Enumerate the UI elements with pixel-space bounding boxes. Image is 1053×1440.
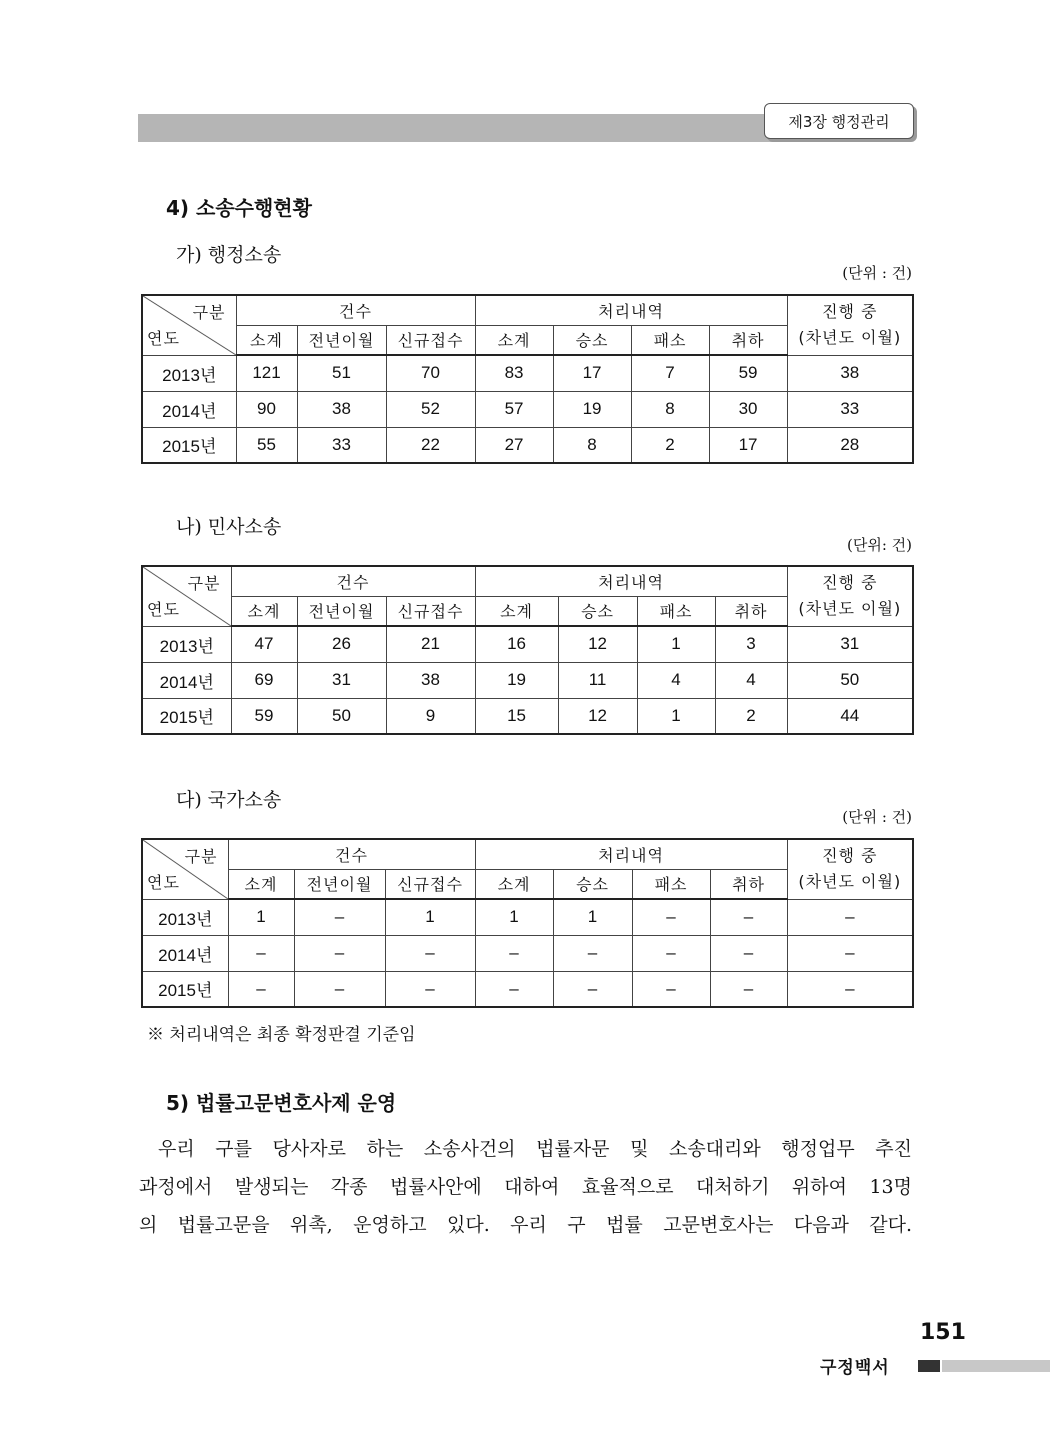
table-cell: 27 xyxy=(475,427,553,463)
civil-litigation-table xyxy=(141,565,914,735)
table-cell: 1 xyxy=(637,626,715,662)
col-lost: 패소 xyxy=(631,325,709,355)
table-cell: – xyxy=(475,971,553,1007)
table-cell: 121 xyxy=(236,355,297,391)
table-cell: – xyxy=(294,899,385,935)
table-cell: 31 xyxy=(787,626,913,662)
table-cell: 1 xyxy=(553,899,632,935)
year-cell: 2015년 xyxy=(142,971,228,1007)
in-progress-line2: (차년도 이월) xyxy=(798,599,902,619)
table-cell: 3 xyxy=(715,626,787,662)
table-cell: 30 xyxy=(709,391,787,427)
col-count-subtotal: 소계 xyxy=(231,596,297,626)
table-cell: 1 xyxy=(228,899,294,935)
in-progress-line1: 진행 중 xyxy=(822,302,878,322)
col-withdrawn: 취하 xyxy=(715,596,787,626)
in-progress-header xyxy=(787,566,913,626)
in-progress-line1: 진행 중 xyxy=(822,573,878,593)
table-row xyxy=(142,662,913,698)
table-cell: – xyxy=(787,899,913,935)
table-row xyxy=(142,899,913,935)
table-cell: 59 xyxy=(231,698,297,734)
table-2-subtitle: 나) 민사소송 xyxy=(176,516,282,538)
table-cell: 33 xyxy=(787,391,913,427)
col-carried-over: 전년이월 xyxy=(297,596,386,626)
table-cell: 26 xyxy=(297,626,386,662)
process-group-header: 처리내역 xyxy=(475,566,787,596)
table-cell: – xyxy=(710,971,787,1007)
table-cell: – xyxy=(710,935,787,971)
table-cell: 70 xyxy=(386,355,475,391)
col-new-filing: 신규접수 xyxy=(385,869,475,899)
table-cell: 50 xyxy=(787,662,913,698)
table-cell: – xyxy=(228,971,294,1007)
paragraph-line: 과정에서 발생되는 각종 법률사안에 대하여 효율적으로 대처하기 위하여 13명 xyxy=(139,1176,912,1198)
table-cell: – xyxy=(787,935,913,971)
table-row xyxy=(142,626,913,662)
col-new-filing: 신규접수 xyxy=(386,596,475,626)
category-label: 구분 xyxy=(192,303,226,322)
count-group-header: 건수 xyxy=(228,839,475,869)
table-cell: – xyxy=(385,971,475,1007)
table-cell: 17 xyxy=(553,355,631,391)
table-cell: – xyxy=(385,935,475,971)
table-cell: 9 xyxy=(386,698,475,734)
table-cell: 55 xyxy=(236,427,297,463)
table-cell: 11 xyxy=(558,662,637,698)
book-title: 구정백서 xyxy=(820,1358,890,1378)
section-5-title: 5) 법률고문변호사제 운영 xyxy=(166,1091,397,1115)
table-1-subtitle: 가) 행정소송 xyxy=(176,244,282,266)
diagonal-header-cell xyxy=(142,839,228,899)
table-cell: 2 xyxy=(631,427,709,463)
col-count-subtotal: 소계 xyxy=(228,869,294,899)
table-cell: 1 xyxy=(637,698,715,734)
table-cell: 1 xyxy=(385,899,475,935)
state-litigation-table xyxy=(141,838,914,1008)
table-cell: 19 xyxy=(553,391,631,427)
table-cell: – xyxy=(294,971,385,1007)
table-cell: 90 xyxy=(236,391,297,427)
footer-block xyxy=(918,1360,940,1372)
table-cell: 47 xyxy=(231,626,297,662)
table-cell: 33 xyxy=(297,427,386,463)
table-footnote: ※ 처리내역은 최종 확정판결 기준임 xyxy=(147,1025,416,1045)
in-progress-header xyxy=(787,295,913,355)
table-cell: – xyxy=(710,899,787,935)
year-label: 연도 xyxy=(147,872,180,892)
diagonal-header-cell xyxy=(142,295,236,355)
year-cell: 2013년 xyxy=(142,355,236,391)
col-won: 승소 xyxy=(553,869,632,899)
table-cell: 8 xyxy=(553,427,631,463)
table-3-unit: (단위 : 건) xyxy=(842,808,912,826)
table-cell: 12 xyxy=(558,698,637,734)
col-process-subtotal: 소계 xyxy=(475,325,553,355)
category-label: 구분 xyxy=(187,574,221,593)
col-withdrawn: 취하 xyxy=(710,869,787,899)
col-process-subtotal: 소계 xyxy=(475,869,553,899)
table-cell: 12 xyxy=(558,626,637,662)
table-cell: 38 xyxy=(787,355,913,391)
count-group-header: 건수 xyxy=(236,295,475,325)
table-cell: 52 xyxy=(386,391,475,427)
table-3-subtitle: 다) 국가소송 xyxy=(176,789,282,811)
table-cell: 38 xyxy=(297,391,386,427)
table-cell: – xyxy=(475,935,553,971)
table-cell: 31 xyxy=(297,662,386,698)
table-cell: 44 xyxy=(787,698,913,734)
year-cell: 2014년 xyxy=(142,391,236,427)
table-cell: 1 xyxy=(475,899,553,935)
process-group-header: 처리내역 xyxy=(475,839,787,869)
table-row xyxy=(142,427,913,463)
table-1-unit: (단위 : 건) xyxy=(842,264,912,282)
table-row xyxy=(142,391,913,427)
table-cell: – xyxy=(553,971,632,1007)
table-cell: 57 xyxy=(475,391,553,427)
table-cell: – xyxy=(553,935,632,971)
col-won: 승소 xyxy=(553,325,631,355)
table-cell: 15 xyxy=(475,698,558,734)
table-cell: 22 xyxy=(386,427,475,463)
col-won: 승소 xyxy=(558,596,637,626)
col-new-filing: 신규접수 xyxy=(386,325,475,355)
table-2-unit: (단위: 건) xyxy=(847,536,912,554)
table-cell: 4 xyxy=(715,662,787,698)
table-cell: 50 xyxy=(297,698,386,734)
table-row xyxy=(142,355,913,391)
col-withdrawn: 취하 xyxy=(709,325,787,355)
col-process-subtotal: 소계 xyxy=(475,596,558,626)
process-group-header: 처리내역 xyxy=(475,295,787,325)
col-lost: 패소 xyxy=(632,869,710,899)
table-cell: 21 xyxy=(386,626,475,662)
category-label: 구분 xyxy=(184,847,218,866)
col-lost: 패소 xyxy=(637,596,715,626)
year-cell: 2013년 xyxy=(142,626,231,662)
table-cell: 59 xyxy=(709,355,787,391)
paragraph-line: 우리 구를 당사자로 하는 소송사건의 법률자문 및 소송대리와 행정업무 추진 xyxy=(158,1138,912,1160)
table-cell: 7 xyxy=(631,355,709,391)
table-row xyxy=(142,935,913,971)
table-cell: 16 xyxy=(475,626,558,662)
table-cell: – xyxy=(632,935,710,971)
table-cell: 51 xyxy=(297,355,386,391)
table-cell: 17 xyxy=(709,427,787,463)
table-cell: 28 xyxy=(787,427,913,463)
year-cell: 2015년 xyxy=(142,698,231,734)
table-cell: – xyxy=(787,971,913,1007)
count-group-header: 건수 xyxy=(231,566,475,596)
table-cell: 83 xyxy=(475,355,553,391)
col-carried-over: 전년이월 xyxy=(297,325,386,355)
table-row xyxy=(142,698,913,734)
table-cell: 38 xyxy=(386,662,475,698)
section-4-title: 4) 소송수행현황 xyxy=(166,196,312,220)
col-carried-over: 전년이월 xyxy=(294,869,385,899)
table-cell: 19 xyxy=(475,662,558,698)
table-row xyxy=(142,971,913,1007)
section-5-paragraph xyxy=(139,1130,912,1244)
table-cell: 4 xyxy=(637,662,715,698)
table-cell: 8 xyxy=(631,391,709,427)
in-progress-line2: (차년도 이월) xyxy=(798,328,902,348)
year-label: 연도 xyxy=(147,599,180,619)
year-cell: 2015년 xyxy=(142,427,236,463)
in-progress-line2: (차년도 이월) xyxy=(798,872,902,892)
in-progress-header xyxy=(787,839,913,899)
page-number: 151 xyxy=(920,1320,966,1345)
chapter-tab: 제3장 행정관리 xyxy=(764,103,914,139)
year-cell: 2014년 xyxy=(142,662,231,698)
table-cell: – xyxy=(228,935,294,971)
administrative-litigation-table xyxy=(141,294,914,464)
paragraph-line: 의 법률고문을 위촉, 운영하고 있다. 우리 구 법률 고문변호사는 다음과 같다. xyxy=(139,1214,912,1236)
col-count-subtotal: 소계 xyxy=(236,325,297,355)
table-cell: – xyxy=(632,899,710,935)
in-progress-line1: 진행 중 xyxy=(822,846,878,866)
diagonal-header-cell xyxy=(142,566,231,626)
table-cell: – xyxy=(632,971,710,1007)
table-cell: 69 xyxy=(231,662,297,698)
table-cell: 2 xyxy=(715,698,787,734)
table-cell: – xyxy=(294,935,385,971)
footer-bar xyxy=(942,1360,1050,1372)
year-cell: 2013년 xyxy=(142,899,228,935)
year-cell: 2014년 xyxy=(142,935,228,971)
year-label: 연도 xyxy=(147,328,180,348)
